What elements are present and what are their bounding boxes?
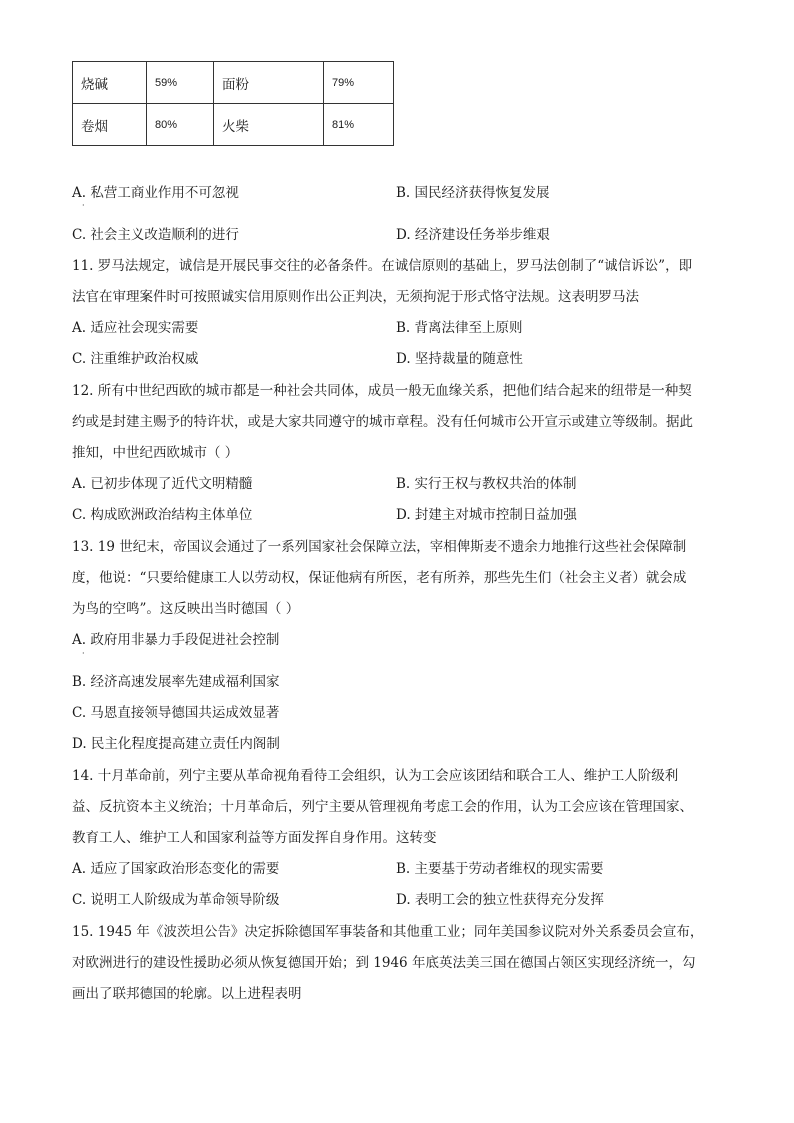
table-row bbox=[73, 104, 394, 146]
q12-option-d: D. 封建主对城市控制日益加强 bbox=[396, 507, 577, 523]
q13-stem-line-3: 为鸟的空鸣”。这反映出当时德国（ ） bbox=[72, 601, 300, 617]
table-cell-item: 面粉 bbox=[214, 62, 324, 104]
q15-stem-line-3: 画出了联邦德国的轮廓。以上进程表明 bbox=[72, 986, 302, 1002]
q14-option-d: D. 表明工会的独立性获得充分发挥 bbox=[396, 892, 604, 908]
table-cell-item: 卷烟 bbox=[73, 104, 147, 146]
q10-option-d: D. 经济建设任务举步维艰 bbox=[396, 227, 550, 243]
q10-option-a: A. 私营工商业作用不可忽视 bbox=[72, 185, 239, 201]
q12-option-a: A. 已初步体现了近代文明精髓 bbox=[72, 476, 253, 492]
q10-option-c: C. 社会主义改造顺利的进行 bbox=[72, 227, 239, 243]
q12-option-b: B. 实行王权与教权共治的体制 bbox=[396, 476, 577, 492]
q14-option-a: A. 适应了国家政治形态变化的需要 bbox=[72, 861, 280, 877]
q11-option-b: B. 背离法律至上原则 bbox=[396, 320, 523, 336]
table-row bbox=[73, 62, 394, 104]
q13-stem-line-1: 13. 19 世纪末，帝国议会通过了一系列国家社会保障立法，宰相俾斯麦不遗余力地推行这些社会保障制 bbox=[72, 539, 687, 555]
q11-stem-line-1: 11. 罗马法规定，诚信是开展民事交往的必备条件。在诚信原则的基础上，罗马法创制了“诚信诉讼”，即 bbox=[72, 258, 693, 274]
q12-stem-line-1: 12. 所有中世纪西欧的城市都是一种社会共同体，成员一般无血缘关系，把他们结合起来的纽带是一种契 bbox=[72, 383, 692, 399]
q13-option-a: A. 政府用非暴力手段促进社会控制 bbox=[72, 632, 280, 648]
q12-option-c: C. 构成欧洲政治结构主体单位 bbox=[72, 507, 253, 523]
q11-option-c: C. 注重维护政治权威 bbox=[72, 351, 199, 367]
q12-stem-line-2: 约或是封建主赐予的特许状，或是大家共同遵守的城市章程。没有任何城市公开宣示或建立等级制。据此 bbox=[72, 414, 693, 430]
q11-stem-line-2: 法官在审理案件时可按照诚实信用原则作出公正判决，无须拘泥于形式恪守法规。这表明罗马法 bbox=[72, 289, 639, 305]
q11-option-d: D. 坚持裁量的随意性 bbox=[396, 351, 523, 367]
q14-stem-line-1: 14. 十月革命前，列宁主要从革命视角看待工会组织，认为工会应该团结和联合工人、维护工人阶级利 bbox=[72, 768, 679, 784]
q13-option-d: D. 民主化程度提高建立责任内阁制 bbox=[72, 736, 280, 752]
table-cell-percent: 81% bbox=[324, 104, 394, 146]
q10-option-b: B. 国民经济获得恢复发展 bbox=[396, 185, 550, 201]
table-cell-item: 烧碱 bbox=[73, 62, 147, 104]
q15-stem-line-2: 对欧洲进行的建设性援助必须从恢复德国开始；到 1946 年底英法美三国在德国占领区实现经济统一，勾 bbox=[72, 955, 696, 971]
table-cell-percent: 79% bbox=[324, 62, 394, 104]
q13-option-b: B. 经济高速发展率先建成福利国家 bbox=[72, 674, 280, 690]
q13-option-c: C. 马恩直接领导德国共运成效显著 bbox=[72, 705, 280, 721]
table-cell-percent: 80% bbox=[147, 104, 214, 146]
q12-stem-line-3: 推知，中世纪西欧城市（ ） bbox=[72, 445, 239, 461]
q14-option-b: B. 主要基于劳动者维权的现实需要 bbox=[396, 861, 604, 877]
q14-stem-line-3: 教育工人、维护工人和国家利益等方面发挥自身作用。这转变 bbox=[72, 830, 437, 846]
commodity-table bbox=[72, 61, 394, 146]
q13-stem-line-2: 度，他说：“只要给健康工人以劳动权，保证他病有所医，老有所养，那些先生们（社会主义者）就会成 bbox=[72, 570, 687, 586]
q15-stem-line-1: 15. 1945 年《波茨坦公告》决定拆除德国军事装备和其他重工业；同年美国参议院对外关系委员会宣布， bbox=[72, 924, 704, 940]
table-cell-item: 火柴 bbox=[214, 104, 324, 146]
q14-option-c: C. 说明工人阶级成为革命领导阶级 bbox=[72, 892, 280, 908]
decorative-dot: · bbox=[82, 649, 85, 658]
q11-option-a: A. 适应社会现实需要 bbox=[72, 320, 199, 336]
decorative-dot: · bbox=[82, 201, 85, 210]
q14-stem-line-2: 益、反抗资本主义统治；十月革命后，列宁主要从管理视角考虑工会的作用，认为工会应该在管理国家、 bbox=[72, 799, 693, 815]
table-cell-percent: 59% bbox=[147, 62, 214, 104]
